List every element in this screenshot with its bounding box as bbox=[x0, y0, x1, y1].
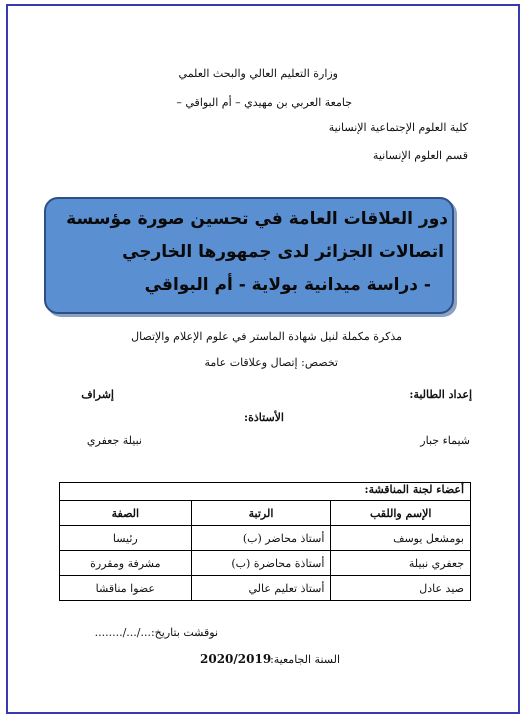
member-rank: أستاذة محاضرة (ب) bbox=[191, 551, 331, 576]
committee-caption: أعضاء لجنة المناقشة: bbox=[60, 483, 471, 501]
header-rank: الرتبة bbox=[191, 501, 331, 526]
header-name: الإسم واللقب bbox=[331, 501, 471, 526]
title-line-3: - دراسة ميدانية بولاية - أم البواقي bbox=[144, 275, 431, 295]
table-row bbox=[60, 576, 471, 601]
member-role: مشرفة ومقررة bbox=[60, 551, 192, 576]
member-role: رئيسا bbox=[60, 526, 192, 551]
academic-year-label: السنة الجامعية: bbox=[270, 653, 340, 666]
supervision-label: إشراف bbox=[81, 388, 114, 401]
title-line-2: اتصالات الجزائر لدى جمهورها الخارجي bbox=[122, 242, 444, 262]
ministry-line: وزارة التعليم العالي والبحث العلمي bbox=[178, 67, 338, 80]
supervisor-name: نبيلة جعفري bbox=[86, 434, 142, 447]
department-line: قسم العلوم الإنسانية bbox=[372, 149, 468, 162]
degree-line: مذكرة مكملة لنيل شهادة الماستر في علوم الإعلام والإتصال bbox=[131, 330, 402, 343]
title-line-1: دور العلاقات العامة في تحسين صورة مؤسسة bbox=[66, 209, 448, 229]
discussion-date: نوقشت بتاريخ:.../.../........ bbox=[94, 626, 218, 639]
specialty-line: تخصص: إتصال وعلاقات عامة bbox=[204, 356, 338, 369]
academic-year: 2020/2019 bbox=[200, 652, 272, 666]
student-label: إعداد الطالبة: bbox=[409, 388, 472, 401]
member-name: جعفري نبيلة bbox=[331, 551, 471, 576]
member-name: بومشعل يوسف bbox=[331, 526, 471, 551]
member-role: عضوا مناقشا bbox=[60, 576, 192, 601]
member-rank: أستاذ محاضر (ب) bbox=[191, 526, 331, 551]
student-name: شيماء جبار bbox=[420, 434, 470, 447]
member-rank: أستاذ تعليم عالي bbox=[191, 576, 331, 601]
table-row bbox=[60, 551, 471, 576]
header-role: الصفة bbox=[60, 501, 192, 526]
professor-label: الأستاذة: bbox=[244, 411, 284, 424]
university-line: جامعة العربي بن مهيدي – أم البواقي – bbox=[176, 96, 352, 109]
committee-table bbox=[59, 482, 471, 601]
table-row bbox=[60, 526, 471, 551]
member-name: صيد عادل bbox=[331, 576, 471, 601]
faculty-line: كلية العلوم الإجتماعية الإنسانية bbox=[328, 121, 468, 134]
